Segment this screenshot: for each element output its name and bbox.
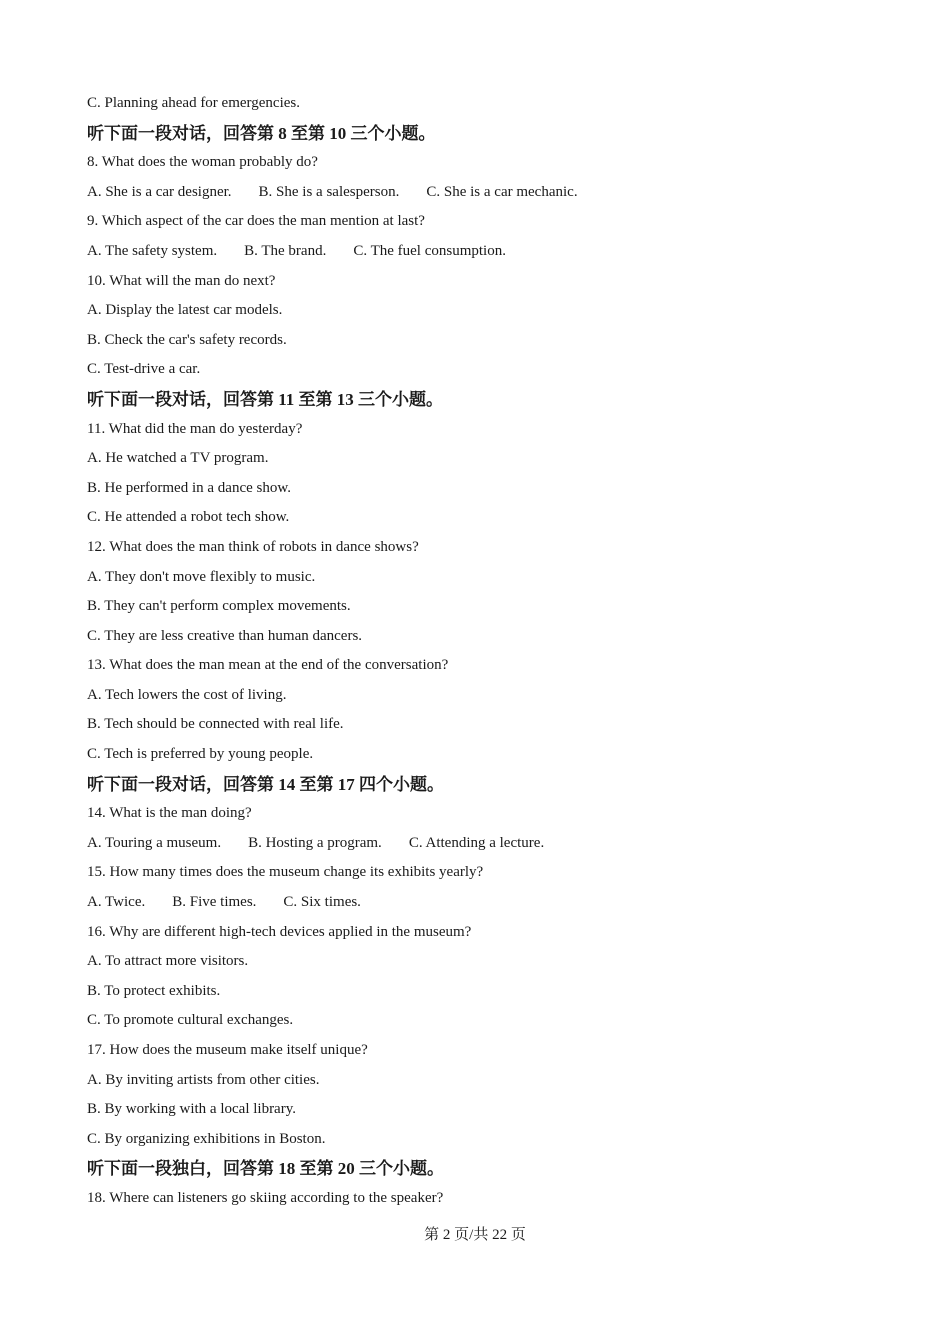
question-text: 16. Why are different high-tech devices applied in the museum? <box>87 923 472 940</box>
text-line: C. Planning ahead for emergencies. <box>87 95 300 111</box>
question-text: 14. What is the man doing? <box>87 805 252 822</box>
answer-option: A. Touring a museum. <box>87 834 222 851</box>
text-line: C. Tech is preferred by young people. <box>87 746 314 763</box>
text-line: A. They don't move flexibly to music. <box>87 568 316 585</box>
text-line: B. To protect exhibits. <box>87 982 221 999</box>
question-text: 17. How does the museum make itself unique? <box>87 1042 368 1058</box>
text-line: A. Display the latest car models. <box>87 302 283 319</box>
answer-options-row <box>87 888 887 918</box>
answer-option: A. Twice. <box>87 894 146 911</box>
answer-options-row <box>87 237 887 267</box>
text-line: A. To attract more visitors. <box>87 953 249 970</box>
text-line: B. By working with a local library. <box>87 1101 296 1118</box>
section-heading: 听下面一段独白，回答第 18 至第 20 三个小题。 <box>87 1159 444 1179</box>
answer-option: B. The brand. <box>244 242 327 259</box>
answer-option: C. She is a car mechanic. <box>426 183 578 200</box>
answer-option: C. The fuel consumption. <box>353 242 506 259</box>
page-footer: 第 2 页/共 22 页 <box>424 1227 526 1243</box>
document-body <box>87 89 887 1214</box>
answer-options-row <box>87 178 887 208</box>
answer-option: C. Six times. <box>283 894 361 911</box>
answer-option: B. Five times. <box>172 894 257 911</box>
question-text: 13. What does the man mean at the end of the conversation? <box>87 657 449 674</box>
question-text: 18. Where can listeners go skiing according to the speaker? <box>87 1189 444 1206</box>
text-line: C. Test-drive a car. <box>87 361 201 378</box>
text-line: B. They can't perform complex movements. <box>87 598 351 615</box>
text-line: A. Tech lowers the cost of living. <box>87 686 287 703</box>
question-text: 11. What did the man do yesterday? <box>87 420 303 437</box>
answer-option: B. She is a salesperson. <box>258 183 400 200</box>
answer-option: A. She is a car designer. <box>87 183 232 200</box>
text-line: C. By organizing exhibitions in Boston. <box>87 1130 326 1147</box>
text-line: B. He performed in a dance show. <box>87 479 291 496</box>
section-heading: 听下面一段对话，回答第 14 至第 17 四个小题。 <box>87 774 444 794</box>
text-line: C. He attended a robot tech show. <box>87 509 290 526</box>
question-text: 10. What will the man do next? <box>87 272 276 289</box>
section-heading: 听下面一段对话，回答第 8 至第 10 三个小题。 <box>87 123 436 143</box>
text-line: B. Check the car's safety records. <box>87 331 287 348</box>
question-text: 15. How many times does the museum change its exhibits yearly? <box>87 864 484 881</box>
text-line: C. They are less creative than human dancers. <box>87 627 363 644</box>
question-text: 8. What does the woman probably do? <box>87 154 318 171</box>
question-text: 9. Which aspect of the car does the man mention at last? <box>87 213 425 230</box>
answer-options-row <box>87 829 887 859</box>
answer-option: C. Attending a lecture. <box>408 834 545 851</box>
text-line: B. Tech should be connected with real life. <box>87 716 344 733</box>
answer-option: A. The safety system. <box>87 242 218 259</box>
question-text: 12. What does the man think of robots in dance shows? <box>87 538 419 555</box>
text-line: C. To promote cultural exchanges. <box>87 1012 294 1029</box>
text-line: A. He watched a TV program. <box>87 450 269 467</box>
text-line: A. By inviting artists from other cities. <box>87 1071 320 1088</box>
section-heading: 听下面一段对话，回答第 11 至第 13 三个小题。 <box>87 389 444 409</box>
answer-option: B. Hosting a program. <box>248 834 382 851</box>
